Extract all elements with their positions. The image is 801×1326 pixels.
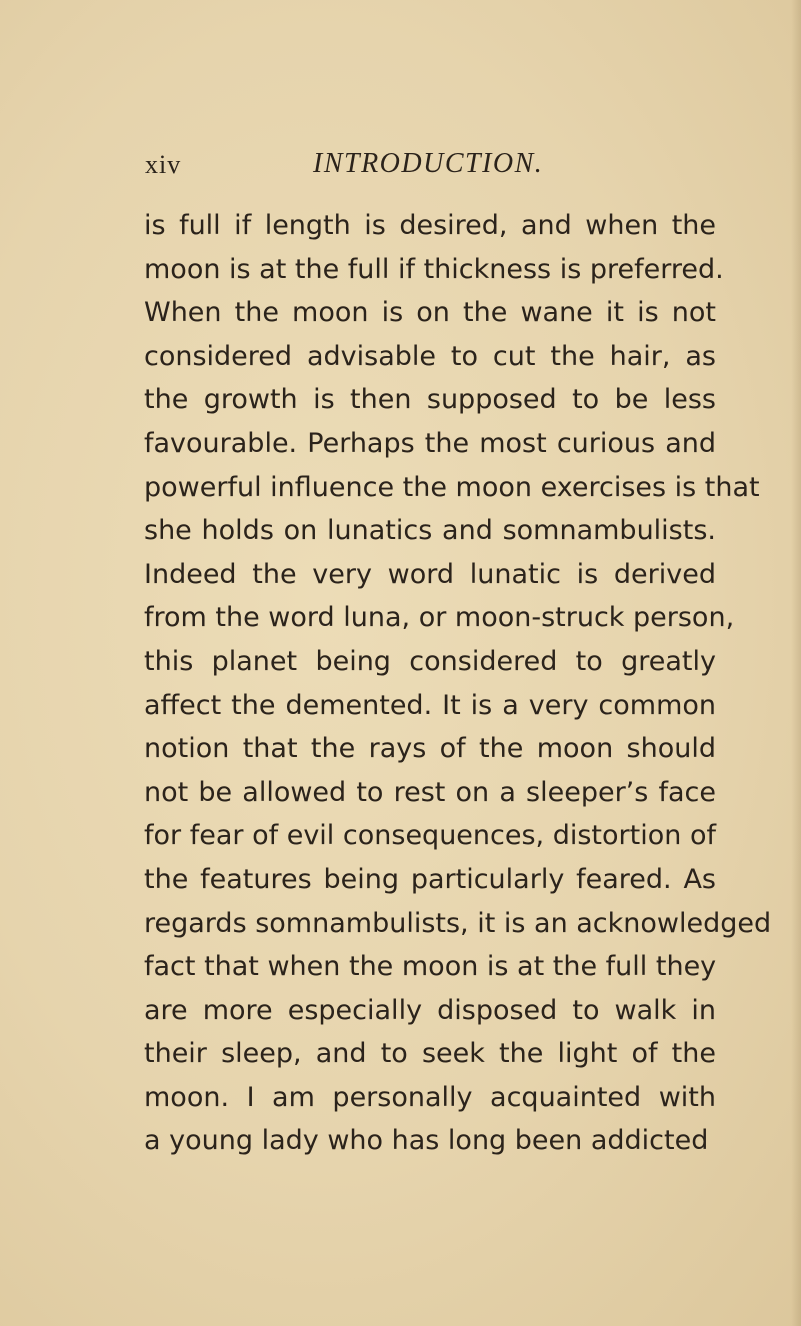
text-line: the growth is then supposed to be less [144, 384, 716, 416]
text-line: is full if length is desired, and when the [144, 210, 716, 241]
text-line: not be allowed to rest on a sleeper’s face [144, 776, 716, 808]
text-line: When the moon is on the wane it is not [144, 297, 716, 329]
text-line: the features being particularly feared. As [144, 863, 716, 895]
page-header [145, 150, 705, 186]
text-line: their sleep, and to seek the light of the [144, 1038, 716, 1070]
text-line: notion that the rays of the moon should [144, 733, 716, 765]
text-line: this planet being considered to greatly [144, 645, 716, 677]
body-paragraph [144, 204, 772, 1163]
page-number: xiv [145, 150, 182, 179]
running-title: INTRODUCTION. [313, 148, 544, 179]
text-line: powerful influence the moon exercises is that [144, 471, 760, 503]
text-line: a young lady who has long been addicted [144, 1125, 709, 1157]
text-line: from the word luna, or moon-struck person, [144, 602, 735, 634]
text-line: she holds on lunatics and somnambulists. [144, 515, 716, 547]
text-line: considered advisable to cut the hair, as [144, 340, 716, 372]
text-line: moon is at the full if thickness is preferred. [144, 253, 724, 285]
text-line: for fear of evil consequences, distortion of [144, 820, 716, 852]
text-line: regards somnambulists, it is an acknowledged [144, 907, 772, 939]
text-line: Indeed the very word lunatic is derived [144, 558, 716, 590]
page-edge-shadow [791, 0, 801, 1326]
text-line: favourable. Perhaps the most curious and [144, 427, 716, 459]
text-line: moon. I am personally acquainted with [144, 1081, 716, 1113]
text-line: fact that when the moon is at the full they [144, 951, 717, 983]
text-line: are more especially disposed to walk in [144, 994, 716, 1026]
text-line: affect the demented. It is a very common [144, 689, 716, 721]
